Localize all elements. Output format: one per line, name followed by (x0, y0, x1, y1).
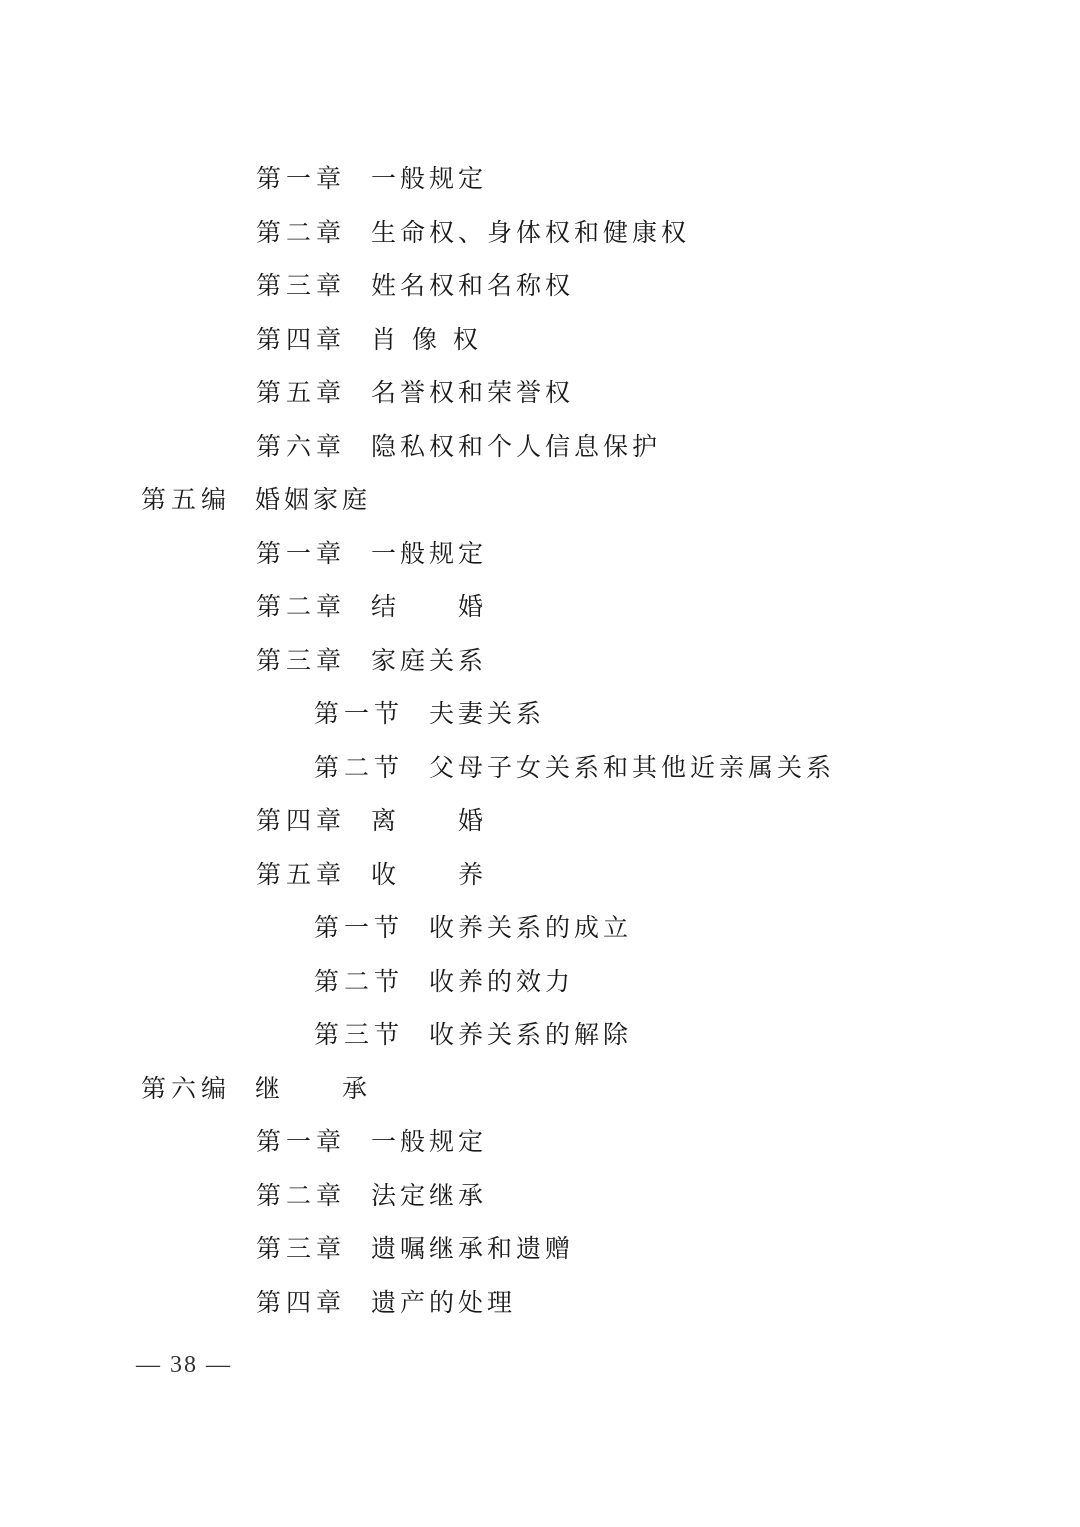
toc-chapter-title: 生命权、身体权和健康权 (371, 217, 691, 247)
toc-chapter-entry (0, 366, 1080, 420)
toc-section-entry (0, 955, 1080, 1009)
toc-chapter-entry (0, 1222, 1080, 1276)
toc-chapter-entry (0, 794, 1080, 848)
toc-chapter-title: 隐私权和个人信息保护 (371, 431, 662, 461)
toc-chapter-number: 第二章 (256, 592, 347, 621)
toc-section-title: 收养的效力 (429, 966, 575, 996)
toc-chapter-title: 法定继承 (371, 1180, 488, 1210)
toc-section-title: 父母子女关系和其他近亲属关系 (429, 752, 836, 782)
toc-chapter-entry (0, 527, 1080, 581)
table-of-contents (0, 152, 1080, 1329)
toc-chapter-entry (0, 313, 1080, 367)
toc-chapter-title: 一般规定 (371, 538, 488, 568)
toc-section-number: 第一节 (314, 913, 405, 942)
toc-chapter-number: 第三章 (256, 1234, 347, 1263)
toc-chapter-title: 姓名权和名称权 (371, 271, 575, 300)
toc-chapter-entry (0, 259, 1080, 313)
toc-part-entry (0, 1062, 1080, 1116)
toc-chapter-entry (0, 1276, 1080, 1330)
toc-section-title: 收养关系的解除 (429, 1020, 633, 1049)
toc-chapter-number: 第一章 (256, 164, 347, 193)
toc-chapter-title: 一般规定 (371, 1127, 488, 1156)
page-number: — 38 — (136, 1352, 232, 1378)
toc-chapter-number: 第五章 (256, 378, 347, 407)
toc-section-title: 收养关系的成立 (429, 913, 633, 942)
toc-chapter-title: 结 婚 (371, 592, 488, 621)
toc-part-entry (0, 473, 1080, 527)
toc-chapter-entry (0, 1169, 1080, 1223)
toc-chapter-title: 名誉权和荣誉权 (371, 378, 575, 407)
toc-chapter-number: 第六章 (256, 431, 347, 461)
toc-chapter-title: 肖 像 权 (371, 324, 482, 354)
toc-chapter-title: 家庭关系 (371, 645, 488, 675)
toc-chapter-number: 第三章 (256, 271, 347, 300)
toc-chapter-title: 收 养 (371, 859, 488, 889)
toc-part-title: 婚姻家庭 (255, 485, 372, 514)
toc-section-number: 第二节 (314, 966, 405, 996)
toc-chapter-number: 第一章 (256, 1127, 347, 1156)
toc-section-entry (0, 1008, 1080, 1062)
toc-chapter-entry (0, 420, 1080, 474)
toc-chapter-number: 第二章 (256, 217, 347, 247)
toc-chapter-entry (0, 634, 1080, 688)
toc-chapter-title: 离 婚 (371, 806, 488, 835)
toc-part-number: 第五编 (141, 485, 232, 514)
toc-section-number: 第一节 (314, 699, 405, 728)
toc-chapter-number: 第五章 (256, 859, 347, 889)
toc-chapter-number: 第二章 (256, 1180, 347, 1210)
toc-part-title: 继 承 (255, 1073, 372, 1103)
toc-chapter-entry (0, 580, 1080, 634)
toc-chapter-title: 一般规定 (371, 164, 488, 193)
toc-section-number: 第三节 (314, 1020, 405, 1049)
toc-chapter-entry (0, 1115, 1080, 1169)
toc-chapter-entry (0, 206, 1080, 260)
toc-chapter-number: 第三章 (256, 645, 347, 675)
toc-section-entry (0, 741, 1080, 795)
toc-section-number: 第二节 (314, 752, 405, 782)
toc-chapter-number: 第四章 (256, 1287, 347, 1317)
toc-section-entry (0, 901, 1080, 955)
toc-chapter-number: 第四章 (256, 324, 347, 354)
toc-chapter-number: 第四章 (256, 806, 347, 835)
toc-chapter-entry (0, 152, 1080, 206)
toc-section-title: 夫妻关系 (429, 699, 546, 728)
toc-part-number: 第六编 (141, 1073, 232, 1103)
toc-section-entry (0, 687, 1080, 741)
toc-chapter-title: 遗嘱继承和遗赠 (371, 1234, 575, 1263)
toc-chapter-entry (0, 848, 1080, 902)
toc-chapter-title: 遗产的处理 (371, 1287, 517, 1317)
toc-chapter-number: 第一章 (256, 538, 347, 568)
